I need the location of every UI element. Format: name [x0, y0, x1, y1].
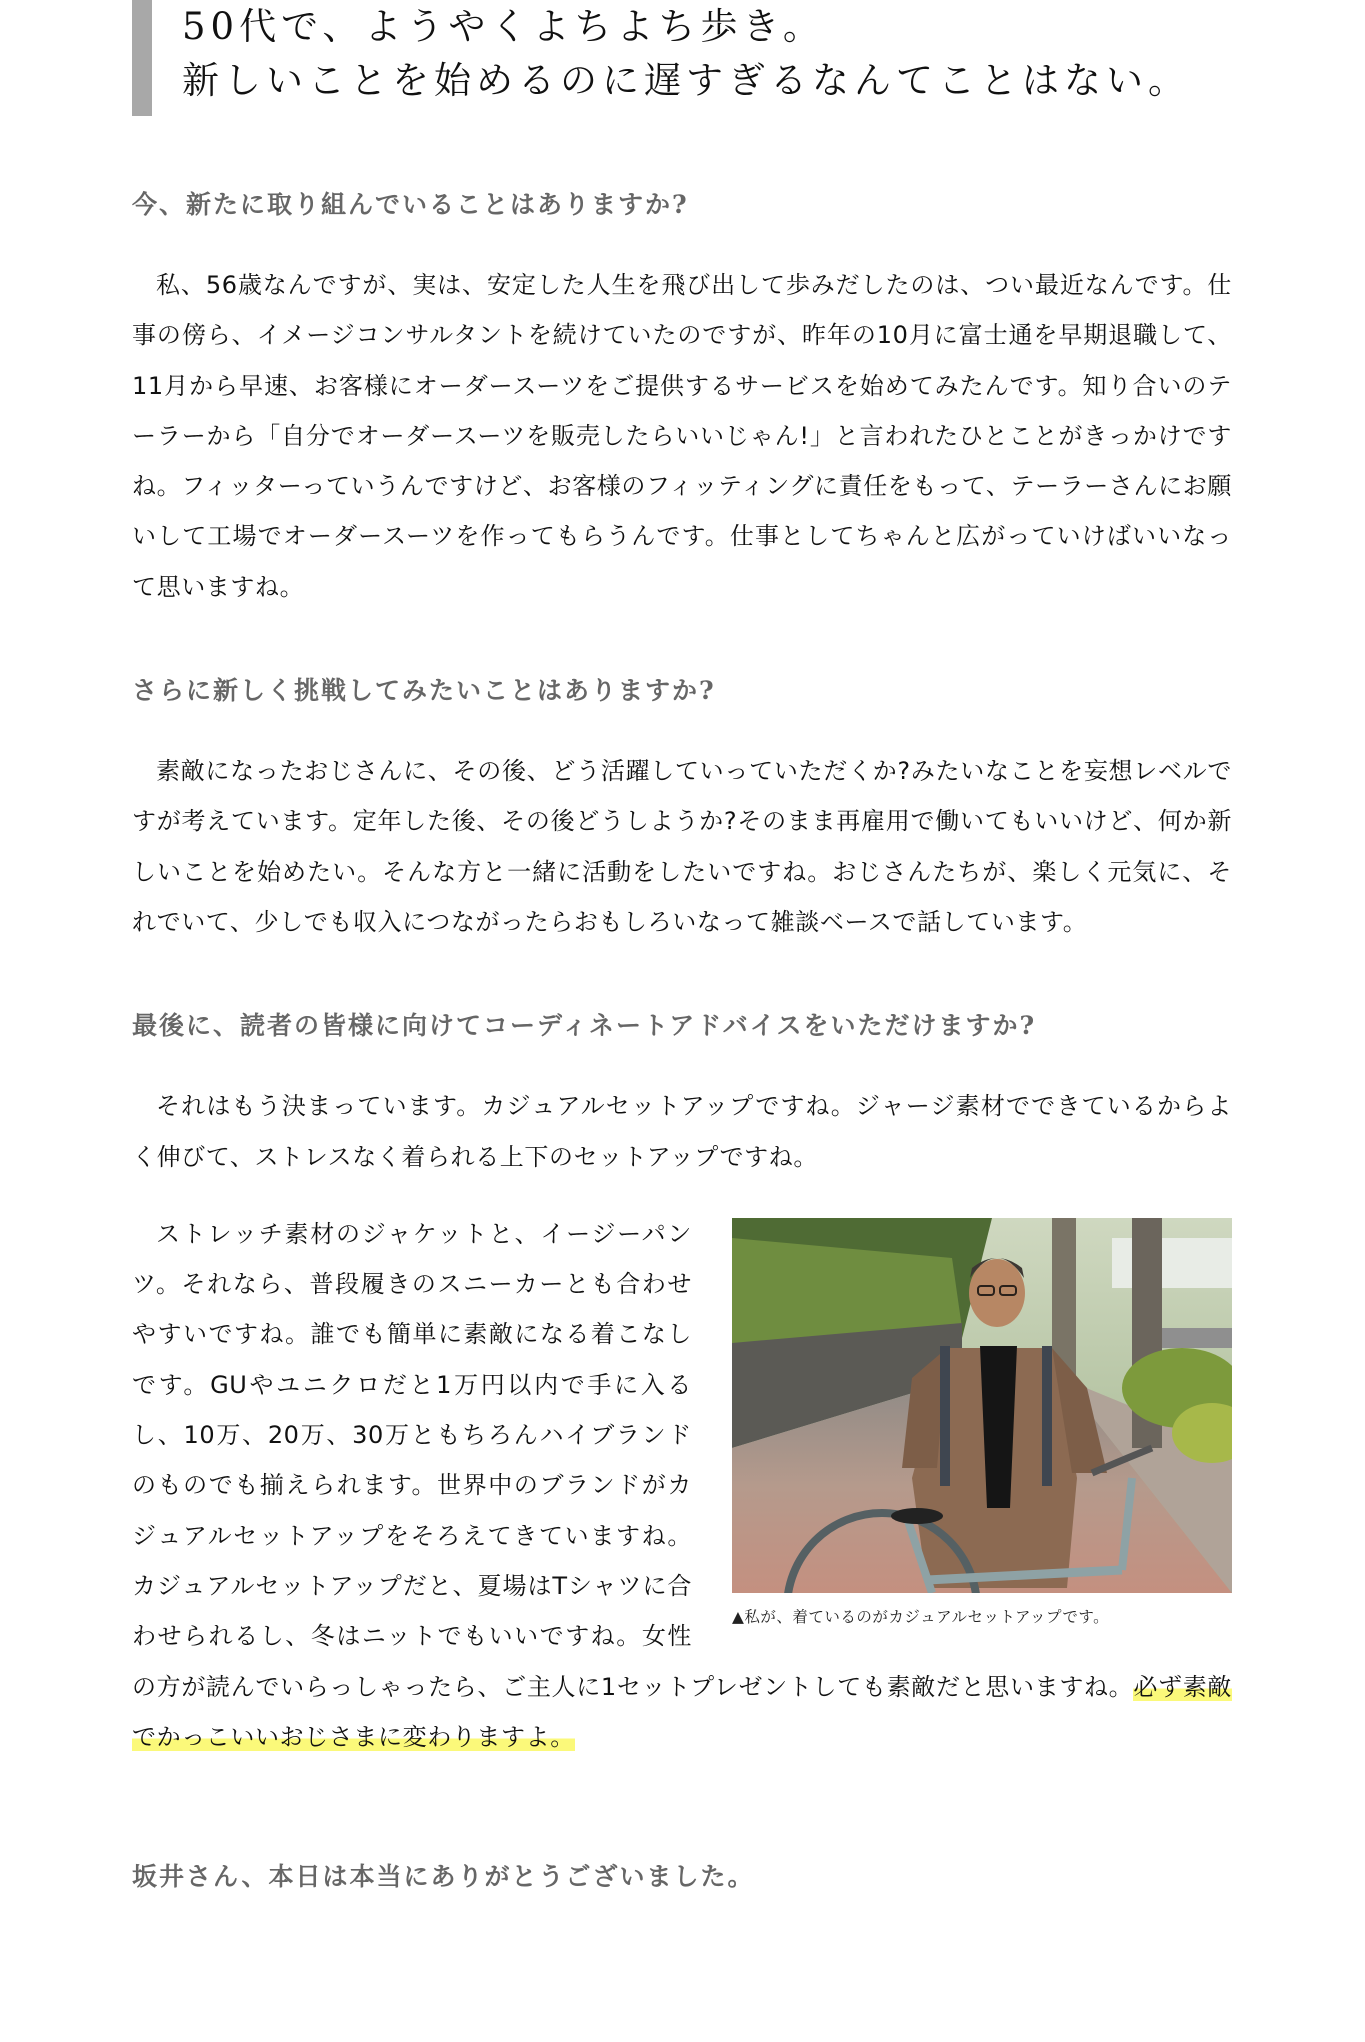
lead-line-2: 新しいことを始めるのに遅すぎるなんてことはない。 — [182, 59, 1190, 102]
advice-block — [132, 1209, 1232, 1762]
article — [132, 0, 1232, 1894]
question-heading-3: 最後に、読者の皆様に向けてコーディネートアドバイスをいただけますか? — [132, 1011, 1037, 1041]
lead-accent-bar — [132, 0, 152, 116]
answer-paragraph-1: 私、56歳なんですが、実は、安定した人生を飛び出して歩みだしたのは、つい最近なんです。仕事の傍ら、イメージコンサルタントを続けていたのですが、昨年の10月に富士通を早期退職して、11月から早速、お客様にオーダースーツをご提供するサービスを始めてみたんです。知り合いのテーラーから「自分でオーダースーツを販売したらいいじゃん!」と言われたひとことがきっかけですね。フィッターっていうんですけど、お客様のフィッティングに責任をもって、テーラーさんにお願いして工場でオーダースーツを作ってもらうんです。仕事としてちゃんと広がっていけばいいなって思いますね。 — [132, 271, 1232, 601]
answer-paragraph-3: それはもう決まっています。カジュアルセットアップですね。ジャージ素材でできているからよく伸びて、ストレスなく着られる上下のセットアップですね。 — [132, 1092, 1232, 1171]
lead-line-1: 50代で、ようやくよちよち歩き。 — [182, 5, 825, 48]
photo-caption: ▲私が、着ているのがカジュアルセットアップです。 — [732, 1607, 1110, 1626]
highlighted-sentence: 必ず素敵でかっこいいおじさまに変わりますよ。 — [132, 1672, 1233, 1751]
question-heading-1: 今、新たに取り組んでいることはありますか? — [132, 190, 689, 219]
photo-man-with-bicycle — [732, 1218, 1232, 1593]
lead-quote — [132, 0, 1232, 116]
photo-figure — [732, 1218, 1232, 1627]
advice-text: ストレッチ素材のジャケットと、イージーパンツ。それなら、普段履きのスニーカーとも合わせやすいですね。誰でも簡単に素敵になる着こなしです。GUやユニクロだと1万円以内で手に入るし、10万、20万、30万ともちろんハイブランドのものでも揃えられます。世界中のブランドがカジュアルセットアップをそろえてきていますね。カジュアルセットアップだと、夏場はTシャツに合わせられるし、冬はニットでもいいですね。女性の方が読んでいらっしゃったら、ご主人に1セットプレゼントしても素敵だと思いますね。 — [132, 1219, 1134, 1701]
closing-heading: 坂井さん、本日は本当にありがとうございました。 — [132, 1862, 755, 1892]
question-heading-2: さらに新しく挑戦してみたいことはありますか? — [132, 676, 716, 706]
answer-paragraph-2: 素敵になったおじさんに、その後、どう活躍していっていただくか?みたいなことを妄想レベルですが考えています。定年した後、その後どうしようか?そのまま再雇用で働いてもいいけど、何か新しいことを始めたい。そんな方と一緒に活動をしたいですね。おじさんたちが、楽しく元気に、それでいて、少しでも収入につながったらおもしろいなって雑談ベースで話しています。 — [132, 757, 1232, 936]
